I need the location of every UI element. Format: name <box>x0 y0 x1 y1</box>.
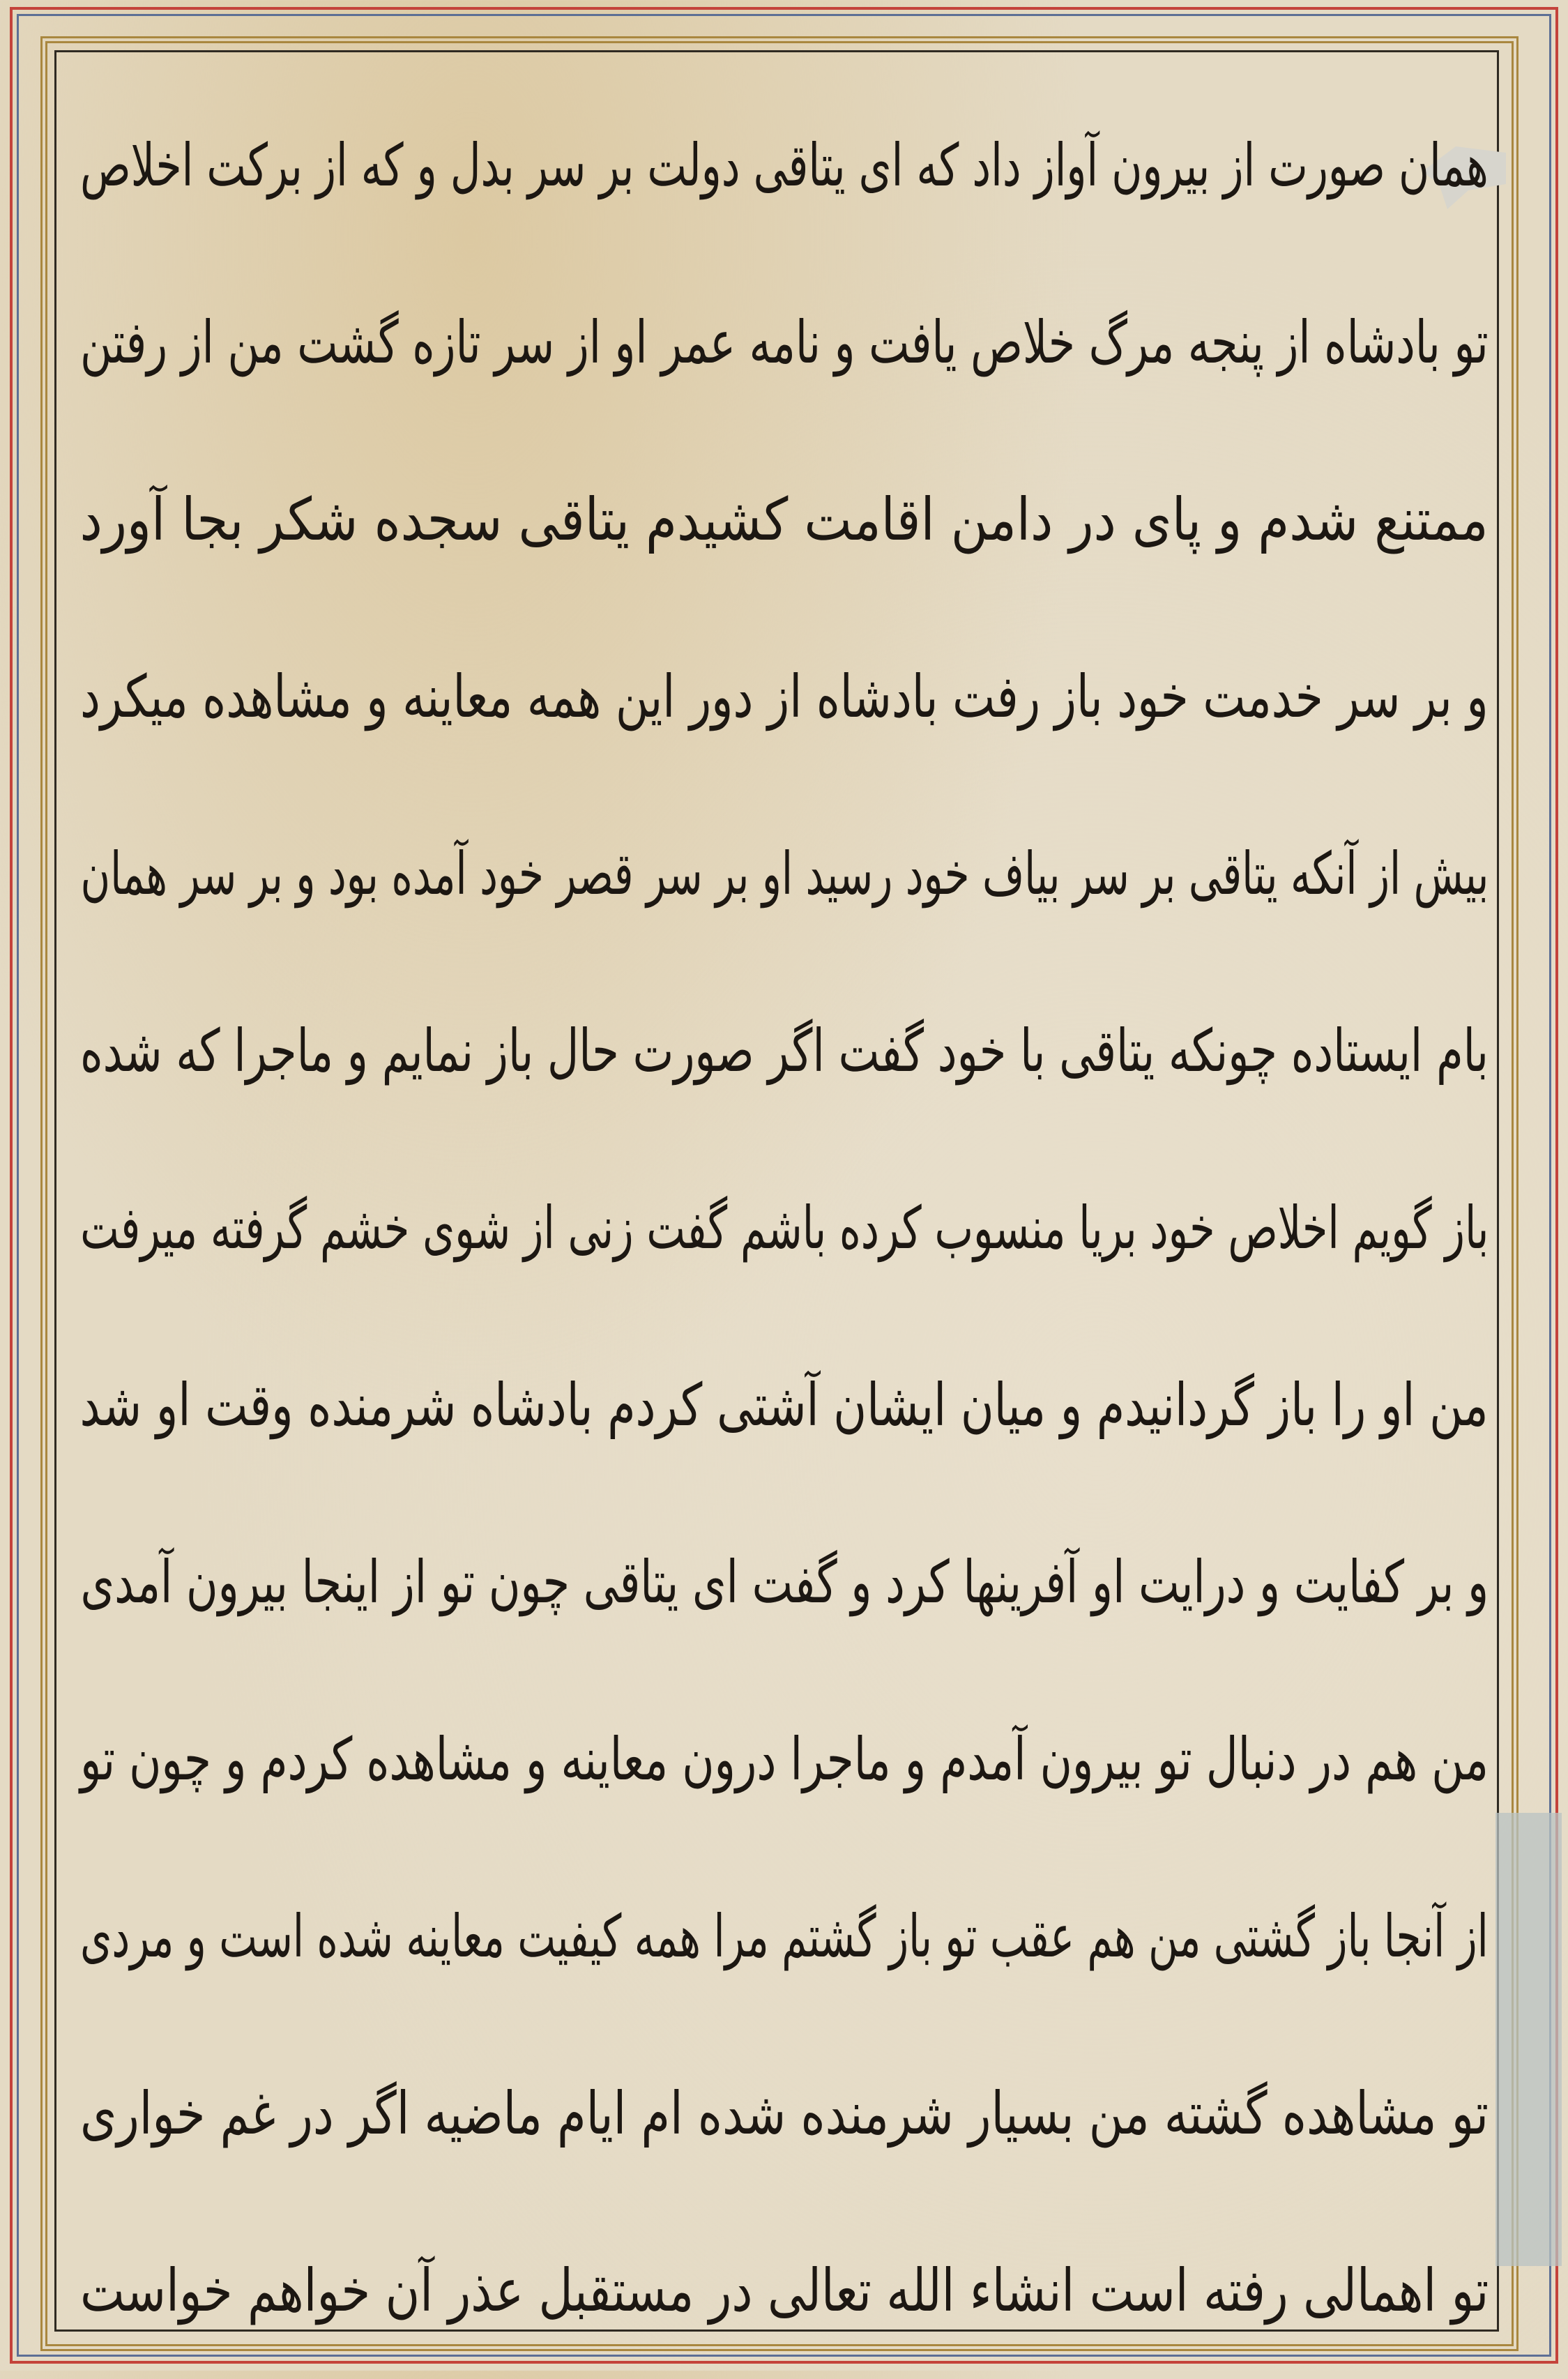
manuscript-text-block <box>70 77 1499 2379</box>
text-line-content: تو اهمالی رفته است انشاء الله تعالی در مستقبل عذر آن خواهم خواست <box>79 2256 1489 2325</box>
text-line <box>70 1139 1499 1316</box>
text-line <box>70 1493 1499 1671</box>
text-line-content: همان صورت از بیرون آواز داد که ای یتاقی دولت بر سر بدل و که از برکت اخلاص <box>80 131 1489 199</box>
text-line-content: ممتنع شدم و پای در دامن اقامت کشیدم یتاقی سجده شکر بجا آورد <box>79 485 1489 554</box>
text-line <box>70 254 1499 431</box>
text-line-content: تو مشاهده گشته من بسیار شرمنده شده ام ایام ماضیه اگر در غم خواری <box>80 2079 1489 2148</box>
text-line <box>70 431 1499 608</box>
text-line <box>70 1316 1499 1493</box>
text-line-content: بیش از آنکه یتاقی بر سر بیاف خود رسید او بر سر قصر خود آمده بود و بر سر همان <box>80 839 1489 908</box>
text-line <box>70 2025 1499 2202</box>
text-line-content: من هم در دنبال تو بیرون آمدم و ماجرا درون معاینه و مشاهده کردم و چون تو <box>79 1725 1489 1793</box>
text-line <box>70 1671 1499 1848</box>
text-line-content: تو بادشاه از پنجه مرگ خلاص یافت و نامه عمر او از سر تازه گشت من از رفتن <box>80 308 1489 377</box>
text-line <box>70 2202 1499 2379</box>
text-line-content: از آنجا باز گشتی من هم عقب تو باز گشتم مرا همه کیفیت معاینه شده است و مردی <box>80 1902 1489 1970</box>
text-line-content: من او را باز گردانیدم و میان ایشان آشتی کردم بادشاه شرمنده وقت او شد <box>79 1371 1489 1439</box>
text-line-content: و بر کفایت و درایت او آفرینها کرد و گفت ای یتاقی چون تو از اینجا بیرون آمدی <box>80 1548 1489 1616</box>
text-line <box>70 962 1499 1139</box>
text-line <box>70 608 1499 785</box>
text-line <box>70 1848 1499 2025</box>
text-line-content: بام ایستاده چونکه یتاقی با خود گفت اگر صورت حال باز نمایم و ماجرا که شده <box>79 1017 1489 1085</box>
text-line-content: و بر سر خدمت خود باز رفت بادشاه از دور این همه معاینه و مشاهده میکرد <box>80 662 1489 731</box>
text-line-content: باز گویم اخلاص خود بریا منسوب کرده باشم گفت زنی از شوی خشم گرفته میرفت <box>79 1194 1489 1262</box>
text-line <box>70 785 1499 962</box>
repair-tape <box>1495 1813 1562 2266</box>
text-line <box>70 77 1499 254</box>
